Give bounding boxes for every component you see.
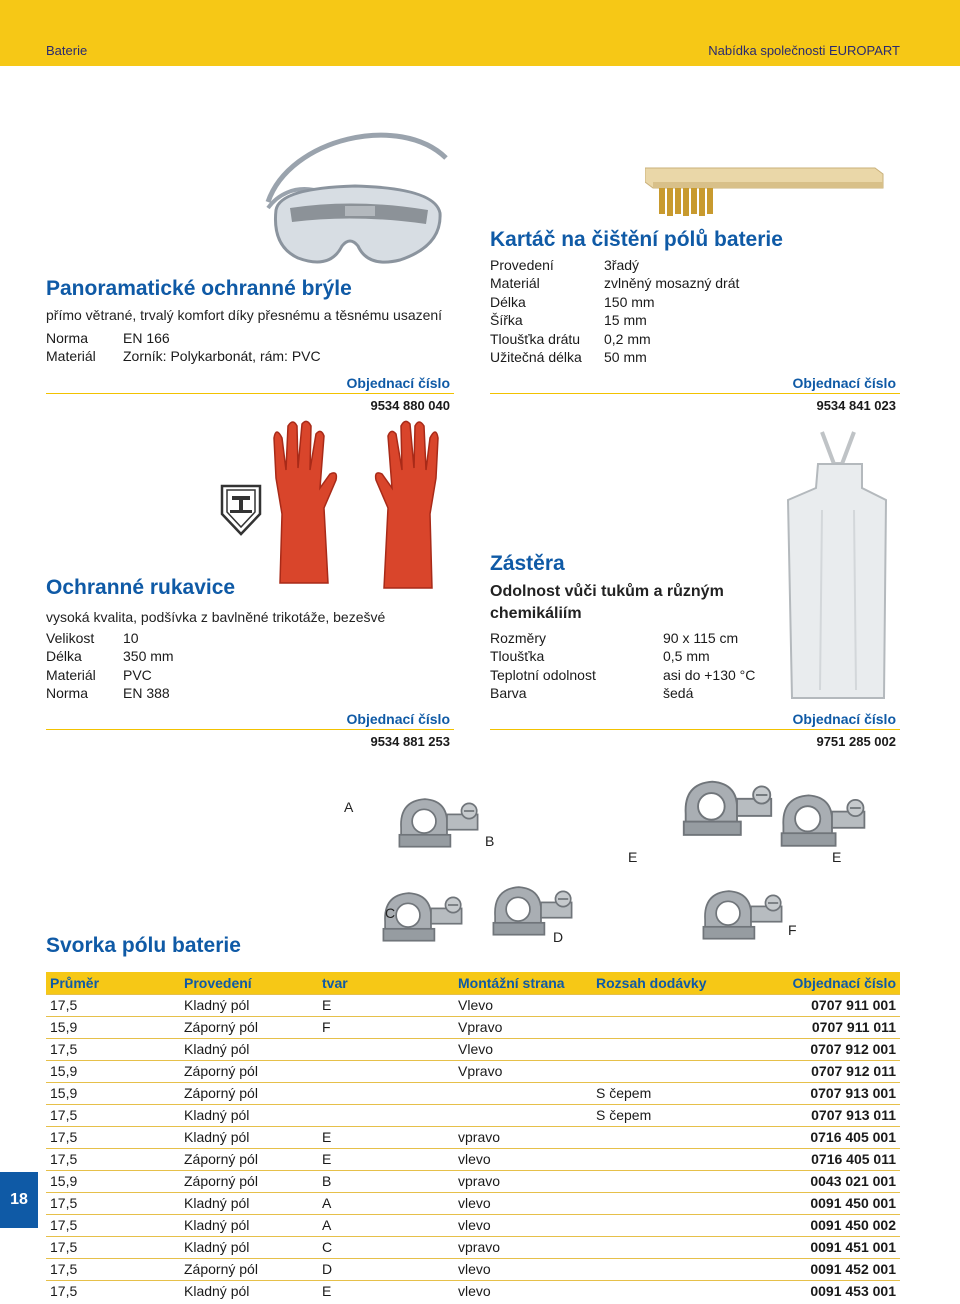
table-cell: E (318, 994, 454, 1016)
table-cell: 17,5 (46, 994, 180, 1016)
header-section-label: Baterie (46, 43, 88, 58)
table-header-row (46, 972, 900, 994)
table-cell: Vlevo (454, 994, 592, 1016)
table-cell: 0707 913 001 (772, 1082, 900, 1104)
table-cell: 0091 451 001 (772, 1236, 900, 1258)
table-cell: A (318, 1192, 454, 1214)
table-cell: 0091 452 001 (772, 1258, 900, 1280)
spec-row (46, 347, 321, 365)
column-header: Průměr (46, 972, 180, 994)
table-cell (592, 1060, 772, 1082)
table-cell (592, 1236, 772, 1258)
table-cell: Kladný pól (180, 1126, 318, 1148)
spec-key: Délka (490, 293, 526, 310)
spec-row (490, 256, 739, 274)
clamp-images (380, 776, 900, 970)
table-cell: 0707 911 011 (772, 1016, 900, 1038)
apron-title: Zástěra (490, 552, 565, 575)
clamp-letter-a: A (344, 799, 354, 815)
table-cell: Záporný pól (180, 1170, 318, 1192)
goggles-image (250, 118, 460, 278)
column-header: Montážní strana (454, 972, 592, 994)
apron-order (490, 708, 900, 752)
spec-key: Šířka (490, 312, 523, 329)
table-cell: Vpravo (454, 1016, 592, 1038)
clamp-letter-e: E (628, 849, 638, 865)
goggles-title: Panoramatické ochranné brýle (46, 277, 352, 300)
table-cell: 17,5 (46, 1038, 180, 1060)
column-header: Rozsah dodávky (592, 972, 772, 994)
spec-key: Délka (46, 648, 82, 665)
spec-key: Tloušťka (490, 648, 545, 665)
table-cell: 0707 912 001 (772, 1038, 900, 1060)
table-cell (318, 1038, 454, 1060)
clamps-table (46, 972, 900, 1302)
table-cell: Kladný pól (180, 1038, 318, 1060)
spec-value: šedá (663, 685, 694, 702)
table-row (46, 1104, 900, 1126)
goggles-order (46, 372, 454, 416)
table-row (46, 1082, 900, 1104)
spec-value: 3řadý (604, 257, 640, 273)
spec-value: EN 388 (123, 685, 170, 702)
table-cell (592, 1016, 772, 1038)
table-cell: 15,9 (46, 1170, 180, 1192)
spec-row (46, 647, 174, 665)
table-row (46, 1060, 900, 1082)
table-cell: 15,9 (46, 1082, 180, 1104)
table-row (46, 1280, 900, 1302)
table-cell: Záporný pól (180, 1082, 318, 1104)
spec-value: asi do +130 °C (663, 666, 756, 683)
table-cell: 17,5 (46, 1280, 180, 1302)
clamp-letter-b: B (485, 833, 495, 849)
table-cell (454, 1082, 592, 1104)
table-cell: vlevo (454, 1148, 592, 1170)
gloves-subtitle: vysoká kvalita, podšívka z bavlněné trikotáže, bezešvé (46, 609, 386, 625)
brush-title: Kartáč na čištění pólů baterie (490, 228, 783, 251)
spec-key: Velikost (46, 630, 95, 646)
table-cell: 0716 405 011 (772, 1148, 900, 1170)
table-cell: Kladný pól (180, 1214, 318, 1236)
table-cell (318, 1082, 454, 1104)
gloves-image (266, 418, 446, 596)
spec-key: Tloušťka drátu (490, 330, 581, 347)
order-number: 9534 881 253 (370, 734, 450, 749)
spec-key: Barva (490, 685, 527, 702)
order-number: 9751 285 002 (816, 734, 896, 749)
table-cell: 17,5 (46, 1126, 180, 1148)
spec-row (490, 330, 739, 348)
table-cell: vpravo (454, 1126, 592, 1148)
table-cell: 0716 405 001 (772, 1126, 900, 1148)
spec-key: Materiál (46, 666, 96, 683)
table-cell: D (318, 1258, 454, 1280)
table-row (46, 1126, 900, 1148)
table-cell: 0707 911 001 (772, 994, 900, 1016)
table-cell: Vlevo (454, 1038, 592, 1060)
table-cell (592, 1170, 772, 1192)
clamp-letter-e: E (832, 849, 842, 865)
apron-image (782, 430, 892, 702)
table-cell: B (318, 1170, 454, 1192)
spec-row (490, 684, 755, 702)
order-label: Objednací číslo (490, 372, 900, 394)
spec-row (46, 329, 321, 347)
spec-row (46, 629, 174, 647)
table-cell (592, 1148, 772, 1170)
table-cell: 15,9 (46, 1016, 180, 1038)
table-cell: 17,5 (46, 1104, 180, 1126)
table-cell: Záporný pól (180, 1148, 318, 1170)
table-cell: 17,5 (46, 1192, 180, 1214)
table-cell: S čepem (592, 1104, 772, 1126)
table-cell: 0707 912 011 (772, 1060, 900, 1082)
table-cell: Kladný pól (180, 1236, 318, 1258)
spec-key: Teplotní odolnost (490, 666, 596, 683)
order-label: Objednací číslo (490, 708, 900, 730)
spec-row (46, 666, 174, 684)
table-cell (592, 994, 772, 1016)
page-header (0, 0, 960, 66)
table-cell: Záporný pól (180, 1016, 318, 1038)
apron-subtitle: Odolnost vůči tukům a různým chemikáliím (490, 583, 724, 622)
table-cell: Kladný pól (180, 1192, 318, 1214)
gloves-order (46, 708, 454, 752)
brush-specs (490, 256, 739, 366)
table-row (46, 1148, 900, 1170)
table-cell: 17,5 (46, 1148, 180, 1170)
spec-key: Užitečná délka (490, 349, 582, 366)
table-cell: E (318, 1148, 454, 1170)
clamp-letter-c: C (385, 905, 396, 921)
table-row (46, 1214, 900, 1236)
clamp-letter-f: F (788, 922, 797, 938)
spec-row (490, 311, 739, 329)
table-row (46, 1016, 900, 1038)
table-row (46, 1038, 900, 1060)
spec-key: Norma (46, 685, 89, 702)
table-cell: C (318, 1236, 454, 1258)
table-cell: E (318, 1126, 454, 1148)
spec-value: PVC (123, 666, 152, 683)
table-cell: vlevo (454, 1192, 592, 1214)
column-header: Provedení (180, 972, 318, 994)
table-cell: vpravo (454, 1170, 592, 1192)
table-cell: Záporný pól (180, 1060, 318, 1082)
page-number-tab: 18 (0, 1172, 38, 1228)
table-cell: 17,5 (46, 1258, 180, 1280)
table-cell: 0043 021 001 (772, 1170, 900, 1192)
clamp-letter-d: D (553, 929, 564, 945)
table-cell (592, 1258, 772, 1280)
table-row (46, 1258, 900, 1280)
spec-row (490, 293, 739, 311)
spec-key: Provedení (490, 257, 554, 273)
gloves-specs (46, 629, 174, 703)
apron-specs (490, 629, 755, 703)
spec-value: 150 mm (604, 293, 655, 310)
table-cell (454, 1104, 592, 1126)
spec-row (490, 348, 739, 366)
table-cell: 15,9 (46, 1060, 180, 1082)
table-cell (592, 1038, 772, 1060)
table-cell (592, 1280, 772, 1302)
table-cell: 17,5 (46, 1214, 180, 1236)
table-cell (318, 1104, 454, 1126)
table-cell: Kladný pól (180, 994, 318, 1016)
table-cell: Kladný pól (180, 1104, 318, 1126)
spec-row (490, 647, 755, 665)
table-cell (592, 1126, 772, 1148)
table-cell: 17,5 (46, 1236, 180, 1258)
order-number: 9534 880 040 (370, 398, 450, 413)
table-row (46, 1192, 900, 1214)
spec-value: 0,5 mm (663, 648, 710, 665)
spec-row (46, 684, 174, 702)
table-cell: Kladný pól (180, 1280, 318, 1302)
spec-value: 10 (123, 630, 139, 646)
table-cell: vlevo (454, 1280, 592, 1302)
table-cell: 0091 450 002 (772, 1214, 900, 1236)
table-cell (592, 1192, 772, 1214)
table-cell: A (318, 1214, 454, 1236)
table-cell: F (318, 1016, 454, 1038)
brush-image (645, 160, 885, 220)
table-cell: S čepem (592, 1082, 772, 1104)
order-label: Objednací číslo (46, 372, 454, 394)
table-cell: vpravo (454, 1236, 592, 1258)
table-cell: 0091 453 001 (772, 1280, 900, 1302)
spec-row (490, 274, 739, 292)
goggles-subtitle: přímo větrané, trvalý komfort díky přesnému a těsnému usazení (46, 307, 443, 323)
hand-protection-pictogram-icon (220, 484, 262, 536)
column-header: tvar (318, 972, 454, 994)
clamps-title: Svorka pólu baterie (46, 934, 241, 957)
table-row (46, 1170, 900, 1192)
spec-row (490, 666, 755, 684)
spec-value: Zorník: Polykarbonát, rám: PVC (123, 348, 321, 365)
spec-value: 350 mm (123, 648, 174, 665)
spec-key: Materiál (490, 275, 540, 292)
spec-value: zvlněný mosazný drát (604, 275, 740, 292)
spec-value: EN 166 (123, 330, 170, 346)
column-header: Objednací číslo (772, 972, 900, 994)
table-cell: Záporný pól (180, 1258, 318, 1280)
spec-value: 90 x 115 cm (663, 630, 739, 646)
table-cell: 0091 450 001 (772, 1192, 900, 1214)
table-cell: vlevo (454, 1258, 592, 1280)
spec-value: 50 mm (604, 349, 647, 366)
table-cell: vlevo (454, 1214, 592, 1236)
header-company-label: Nabídka společnosti EUROPART (708, 43, 900, 58)
order-label: Objednací číslo (46, 708, 454, 730)
gloves-title: Ochranné rukavice (46, 576, 236, 599)
table-cell: 0707 913 011 (772, 1104, 900, 1126)
table-row (46, 994, 900, 1016)
spec-key: Norma (46, 330, 89, 346)
spec-row (490, 629, 755, 647)
table-cell: Vpravo (454, 1060, 592, 1082)
table-cell: E (318, 1280, 454, 1302)
spec-value: 15 mm (604, 312, 647, 329)
spec-value: 0,2 mm (604, 330, 651, 347)
spec-key: Rozměry (490, 630, 547, 646)
spec-key: Materiál (46, 348, 96, 365)
goggles-specs (46, 329, 321, 366)
table-cell (592, 1214, 772, 1236)
order-number: 9534 841 023 (816, 398, 896, 413)
table-cell (318, 1060, 454, 1082)
table-row (46, 1236, 900, 1258)
brush-order (490, 372, 900, 416)
